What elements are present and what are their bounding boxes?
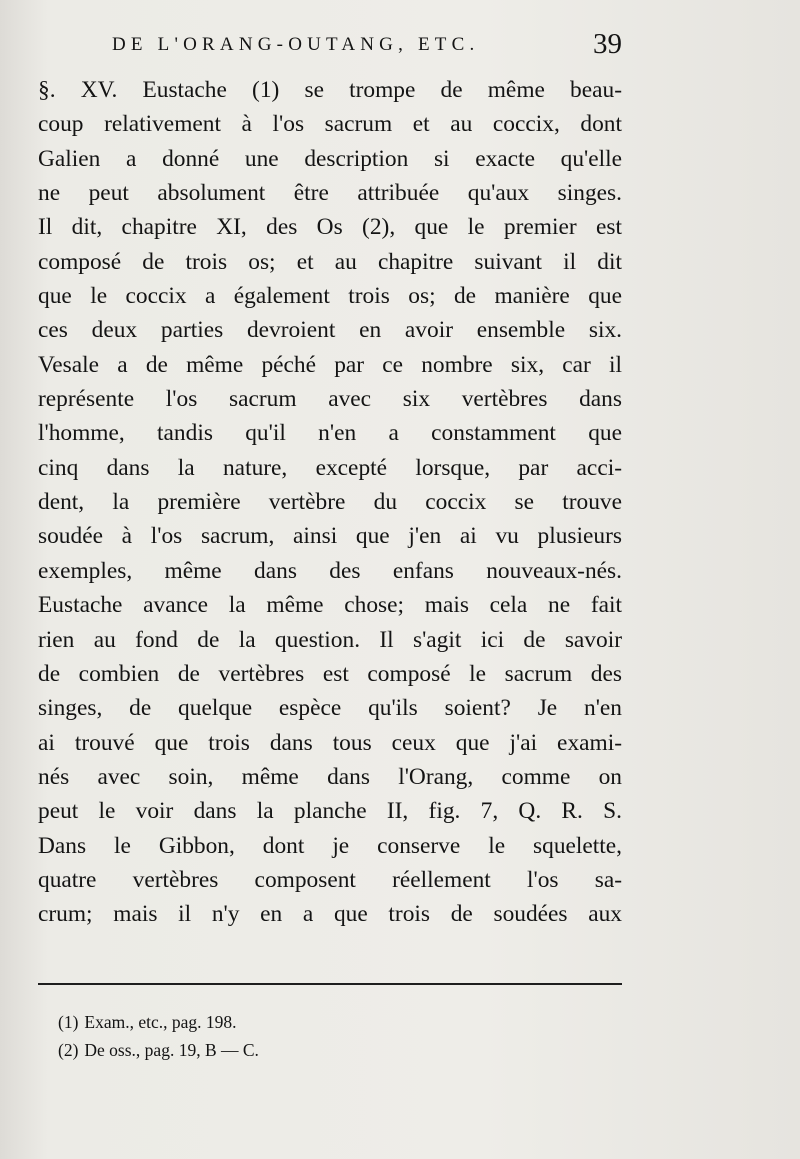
body-line: crum; mais il n'y en a que trois de soudées aux (38, 901, 622, 928)
footnotes (58, 1008, 558, 1064)
footnote-text: De oss., pag. 19, B — C. (84, 1040, 259, 1060)
body-line: ai trouvé que trois dans tous ceux que j'ai exami- (38, 729, 622, 756)
body-line: composé de trois os; et au chapitre suivant il dit (38, 248, 622, 275)
body-line: Dans le Gibbon, dont je conserve le squelette, (38, 832, 622, 859)
page-number: 39 (593, 28, 622, 60)
footnote-rule (38, 983, 622, 985)
running-head: DE L'ORANG-OUTANG, ETC. (112, 34, 480, 55)
footnote-text: Exam., etc., pag. 198. (84, 1012, 237, 1032)
body-line: Eustache avance la même chose; mais cela ne fait (38, 592, 622, 619)
body-line: nés avec soin, même dans l'Orang, comme on (38, 763, 622, 790)
body-line: ne peut absolument être attribuée qu'aux singes. (38, 180, 622, 207)
body-line: quatre vertèbres composent réellement l'os sa- (38, 866, 622, 893)
body-text (38, 73, 622, 932)
footnote-marker: (1) (58, 1012, 79, 1032)
body-line: soudée à l'os sacrum, ainsi que j'en ai vu plusieurs (38, 523, 622, 550)
footnote-marker: (2) (58, 1040, 79, 1060)
body-line: singes, de quelque espèce qu'ils soient? Je n'en (38, 695, 622, 722)
body-line: cinq dans la nature, excepté lorsque, par acci- (38, 454, 622, 481)
body-line: l'homme, tandis qu'il n'en a constamment que (38, 420, 622, 447)
body-line: Galien a donné une description si exacte qu'elle (38, 145, 622, 172)
body-line: représente l'os sacrum avec six vertèbres dans (38, 386, 622, 413)
body-line: Vesale a de même péché par ce nombre six, car il (38, 351, 622, 378)
body-line: coup relativement à l'os sacrum et au coccix, dont (38, 111, 622, 138)
body-line: que le coccix a également trois os; de manière que (38, 283, 622, 310)
body-line: de combien de vertèbres est composé le sacrum des (38, 660, 622, 687)
body-line: dent, la première vertèbre du coccix se trouve (38, 489, 622, 516)
page-header (112, 28, 622, 68)
footnote (58, 1008, 558, 1036)
body-line: exemples, même dans des enfans nouveaux-nés. (38, 557, 622, 584)
body-line: peut le voir dans la planche II, fig. 7, Q. R. S. (38, 798, 622, 825)
footnote (58, 1036, 558, 1064)
body-line: §. XV. Eustache (1) se trompe de même beau- (38, 77, 622, 103)
body-line: ces deux parties devroient en avoir ensemble six. (38, 317, 622, 344)
body-line: Il dit, chapitre XI, des Os (2), que le premier est (38, 214, 622, 241)
body-line: rien au fond de la question. Il s'agit ici de savoir (38, 626, 622, 653)
